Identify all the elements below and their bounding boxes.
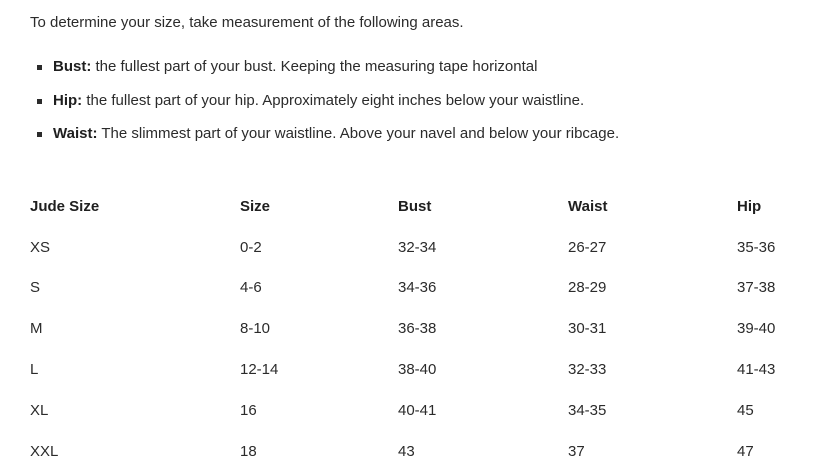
- cell-jude-size: L: [30, 361, 39, 379]
- cell-size: 12-14: [240, 361, 279, 379]
- cell-size: 16: [240, 401, 257, 419]
- cell-waist: 28-29: [568, 279, 607, 297]
- cell-bust: 43: [398, 442, 415, 460]
- cell-bust: 40-41: [398, 401, 437, 419]
- cell-size: 18: [240, 442, 257, 460]
- header-waist: Waist: [568, 197, 608, 215]
- cell-hip: 35-36: [737, 238, 776, 256]
- cell-hip: 39-40: [737, 320, 776, 338]
- cell-jude-size: XS: [30, 238, 51, 256]
- measurement-description: The slimmest part of your waistline. Above your navel and below your ribcage.: [101, 125, 620, 142]
- cell-jude-size: XL: [30, 401, 49, 419]
- cell-bust: 34-36: [398, 279, 437, 297]
- header-size: Size: [240, 197, 271, 215]
- cell-size: 8-10: [240, 320, 271, 338]
- bullet-icon: [37, 99, 42, 104]
- header-bust: Bust: [398, 197, 432, 215]
- list-item-hip: [30, 91, 619, 111]
- table-row: [30, 268, 807, 309]
- measurement-term: Hip:: [53, 91, 83, 109]
- intro-text: To determine your size, take measurement of the following areas.: [30, 14, 464, 31]
- cell-bust: 36-38: [398, 320, 437, 338]
- table-row: [30, 390, 807, 431]
- header-jude-size: Jude Size: [30, 197, 100, 215]
- cell-waist: 32-33: [568, 361, 607, 379]
- cell-bust: 38-40: [398, 361, 437, 379]
- measurement-term: Waist:: [53, 125, 98, 142]
- cell-waist: 37: [568, 442, 585, 460]
- list-item-bust: [30, 57, 619, 77]
- cell-size: 4-6: [240, 279, 262, 297]
- cell-size: 0-2: [240, 238, 262, 256]
- cell-waist: 30-31: [568, 320, 607, 338]
- cell-bust: 32-34: [398, 238, 437, 256]
- table-header-row: [30, 186, 807, 227]
- measurement-term: Bust:: [53, 58, 92, 75]
- header-hip: Hip: [737, 197, 762, 215]
- cell-waist: 26-27: [568, 238, 607, 256]
- table-row: [30, 227, 807, 268]
- bullet-icon: [37, 65, 42, 70]
- cell-jude-size: M: [30, 320, 43, 338]
- measurement-description: the fullest part of your hip. Approximately eight inches below your waistline.: [86, 91, 585, 109]
- measurement-description: the fullest part of your bust. Keeping the measuring tape horizontal: [95, 58, 538, 75]
- cell-hip: 41-43: [737, 361, 776, 379]
- cell-waist: 34-35: [568, 401, 607, 419]
- size-chart-table: [30, 186, 807, 472]
- table-row: [30, 431, 807, 472]
- cell-jude-size: S: [30, 279, 41, 297]
- list-item-waist: [30, 124, 619, 144]
- cell-jude-size: XXL: [30, 442, 59, 460]
- cell-hip: 47: [737, 442, 754, 460]
- cell-hip: 45: [737, 401, 754, 419]
- bullet-icon: [37, 132, 42, 137]
- table-row: [30, 349, 807, 390]
- measurement-list: [30, 57, 619, 158]
- table-row: [30, 308, 807, 349]
- cell-hip: 37-38: [737, 279, 776, 297]
